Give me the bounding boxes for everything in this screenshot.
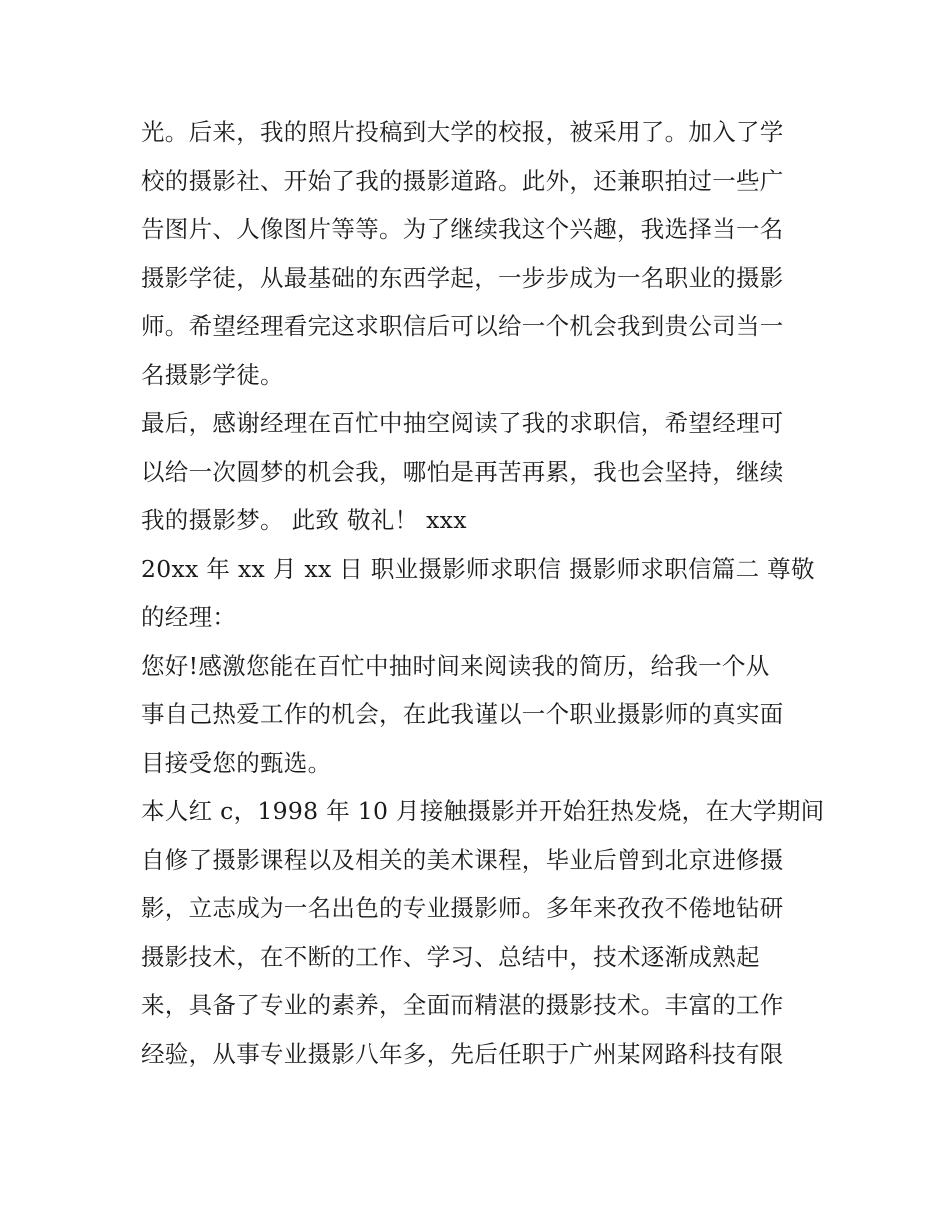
text-line: 告图片、人像图片等等。为了继续我这个兴趣，我选择当一名 [141,215,784,243]
text-line: 名摄影学徒。 [141,360,284,389]
text-line: 您好!感激您能在百忙中抽时间来阅读我的简历，给我一个从 [141,651,770,680]
text-line: 本人红 c，1998 年 10 月接触摄影并开始狂热发烧，在大学期间 [141,797,825,825]
document-body [141,108,825,1078]
text-line: 我的摄影梦。 此致 敬礼！ xxx [141,506,467,534]
text-line: 光。后来，我的照片投稿到大学的校报，被采用了。加入了学 [141,118,784,146]
text-line: 影，立志成为一名出色的专业摄影师。多年来孜孜不倦地钻研 [141,894,784,922]
text-line: 摄影技术，在不断的工作、学习、总结中，技术逐渐成熟起 [141,942,760,971]
text-line: 最后，感谢经理在百忙中抽空阅读了我的求职信，希望经理可 [141,409,784,437]
text-line: 来，具备了专业的素养，全面而精湛的摄影技术。丰富的工作 [141,991,784,1019]
text-line: 以给一次圆梦的机会我，哪怕是再苦再累，我也会坚持，继续 [141,457,784,486]
text-line: 校的摄影社、开始了我的摄影道路。此外，还兼职拍过一些广 [141,166,784,195]
text-line: 摄影学徒，从最基础的东西学起，一步步成为一名职业的摄影 [141,263,784,292]
text-line: 经验，从事专业摄影八年多，先后任职于广州某网路科技有限 [141,1039,784,1068]
text-line: 目接受您的甄选。 [141,748,332,777]
text-line: 自修了摄影课程以及相关的美术课程，毕业后曾到北京进修摄 [141,845,784,874]
text-line: 事自己热爱工作的机会，在此我谨以一个职业摄影师的真实面 [141,700,784,728]
text-line: 的经理： [141,603,237,631]
text-line: 20xx 年 xx 月 xx 日 职业摄影师求职信 摄影师求职信篇二 尊敬 [141,554,815,583]
text-line: 师。希望经理看完这求职信后可以给一个机会我到贵公司当一 [141,312,784,340]
